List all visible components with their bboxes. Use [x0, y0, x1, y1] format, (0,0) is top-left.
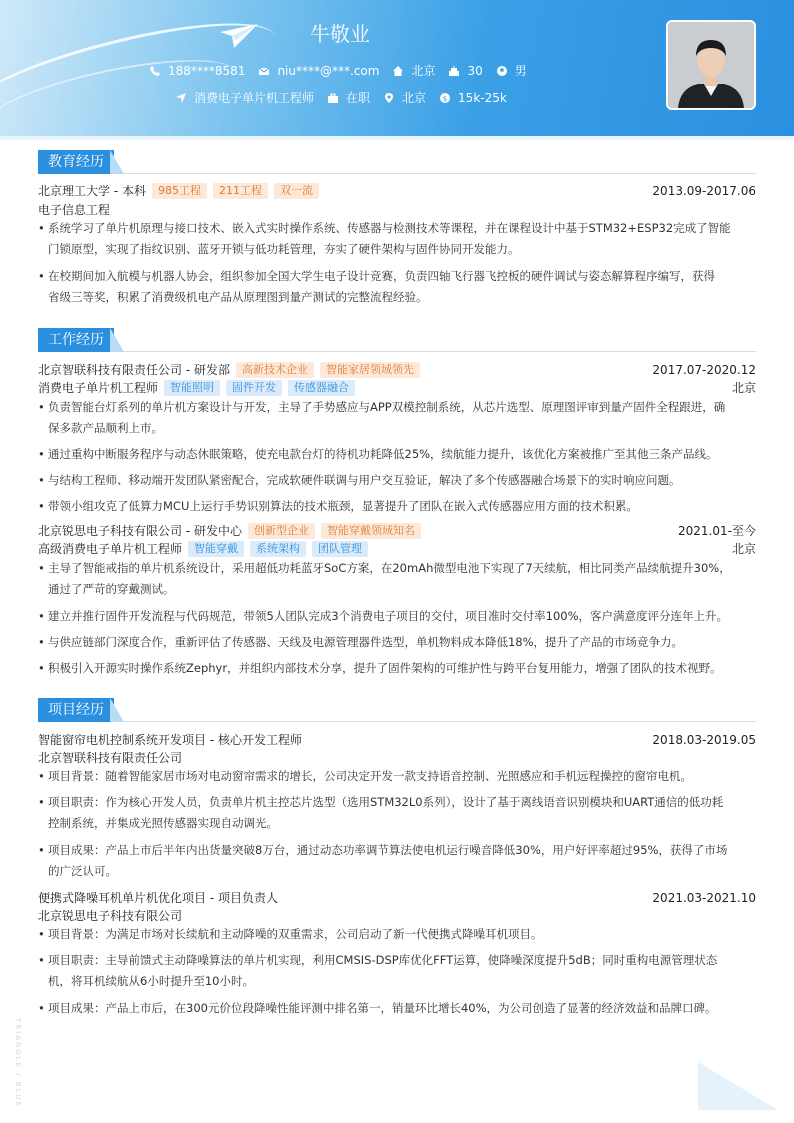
work-header-row — [38, 522, 756, 539]
work-period: 2017.07-2020.12 — [652, 362, 756, 377]
work-bullet: • 与结构工程师、移动端开发团队紧密配合，完成软硬件联调与用户交互验证，解决了多个传感器融合场景下的实时响应问题。 — [38, 470, 756, 491]
education-period: 2013.09-2017.06 — [652, 183, 756, 198]
education-header-row — [38, 182, 756, 199]
work-bullet: • 负责智能台灯系列的单片机方案设计与开发，主导了手势感应与APP双模控制系统，从芯片选型、原理图评审到量产固件全程跟进，确 保多款产品顺利上市。 — [38, 397, 756, 439]
major: 电子信息工程 — [38, 203, 111, 217]
section-tag-tail — [110, 698, 124, 722]
watermark-text: TRIANGLE / BLUE — [14, 1018, 22, 1108]
project-company: 北京智联科技有限责任公司 — [38, 751, 183, 765]
skill-badge: 传感器融合 — [288, 380, 355, 396]
contact-row — [150, 62, 541, 79]
work-location: 北京 — [731, 381, 756, 395]
work-location: 北京 — [731, 542, 756, 556]
school-name: 北京理工大学 - 本科 — [38, 184, 146, 198]
work-header-row — [38, 361, 756, 378]
header-bottom-line — [0, 136, 794, 140]
work-bullet: • 与供应链部门深度合作，重新评估了传感器、天线及电源管理器件选型，单机物料成本降低18%，提升了产品的市场竞争力。 — [38, 632, 756, 653]
phone-info — [150, 64, 245, 78]
home-icon — [393, 66, 403, 76]
project-company-row — [38, 749, 756, 766]
section-tag-tail — [110, 150, 124, 174]
school-badge: 双一流 — [274, 183, 319, 199]
section-title: 项目经历 — [38, 698, 114, 722]
candidate-name: 牛敬业 — [310, 22, 370, 46]
paper-plane-icon — [220, 22, 260, 48]
work-bullet: • 积极引入开源实时操作系统Zephyr，并组织内部技术分享，提升了固件架构的可维护性与跨平台复用能力，增强了团队的技术视野。 — [38, 658, 756, 679]
section-tag-tail — [110, 328, 124, 352]
project-company: 北京锐思电子科技有限公司 — [38, 909, 183, 923]
age-icon — [449, 66, 459, 76]
work-title-row — [38, 379, 756, 396]
project-bullet: • 项目职责：主导前馈式主动降噪算法的单片机实现，利用CMSIS-DSP库优化FFT运算，使降噪深度提升5dB；同时重构电源管理状态 机，将耳机续航从6小时提升至10小时。 — [38, 950, 756, 992]
project-bullet: • 项目成果：产品上市后半年内出货量突破8万台，通过动态功率调节算法使电机运行噪音降低30%，用户好评率超过95%，获得了市场 的广泛认可。 — [38, 840, 756, 882]
school-badge: 985工程 — [152, 183, 207, 199]
salary-text: 15k-25k — [458, 90, 507, 105]
job-title: 高级消费电子单片机工程师 — [38, 542, 183, 556]
section-title: 工作经历 — [38, 328, 114, 352]
work-title-row — [38, 540, 756, 557]
phone-text: 188****8581 — [168, 63, 246, 78]
phone-icon — [150, 66, 160, 76]
project-bullet: • 项目背景：为满足市场对长续航和主动降噪的双重需求，公司启动了新一代便携式降噪耳机项目。 — [38, 924, 756, 945]
school-badge: 211工程 — [213, 183, 268, 199]
age-text: 30 — [467, 63, 483, 78]
section-work — [38, 328, 756, 352]
company-badge: 智能家居领域领先 — [320, 362, 420, 378]
project-bullet: • 项目职责：作为核心开发人员，负责单片机主控芯片选型（选用STM32L0系列），设计了基于离线语音识别模块和UART通信的低功耗 控制系统，并集成光照传感器实现自动调光。 — [38, 792, 756, 834]
job-intent-row — [176, 89, 521, 106]
education-bullet: • 在校期间加入航模与机器人协会，组织参加全国大学生电子设计竞赛，负责四轴飞行器飞控板的硬件调试与姿态解算程序编写，获得 省级三等奖，积累了消费级机电产品从原理图到量产测试的完整流程经验。 — [38, 266, 756, 308]
gender-text: 男 — [514, 64, 527, 78]
briefcase-icon — [328, 93, 338, 103]
company-badge: 高新技术企业 — [236, 362, 314, 378]
work-bullet: • 通过重构中断服务程序与动态休眠策略，使充电款台灯的待机功耗降低25%，续航能力提升，该优化方案被推广至其他三条产品线。 — [38, 444, 756, 465]
decor-triangle — [698, 1062, 778, 1110]
mail-icon — [259, 66, 269, 76]
company-badge: 创新型企业 — [248, 523, 315, 539]
project-period: 2018.03-2019.05 — [652, 732, 756, 747]
project-period: 2021.03-2021.10 — [652, 890, 756, 905]
job-target-text: 消费电子单片机工程师 — [194, 91, 315, 105]
company-name: 北京智联科技有限责任公司 - 研发部 — [38, 363, 230, 377]
work-bullet: • 主导了智能戒指的单片机系统设计，采用超低功耗蓝牙SoC方案，在20mAh微型电池下实现了7天续航，相比同类产品续航提升30%， 通过了严苛的穿戴测试。 — [38, 558, 756, 600]
section-title: 教育经历 — [38, 150, 114, 174]
portrait-image — [668, 22, 754, 108]
status-text: 在职 — [346, 91, 371, 105]
section-project — [38, 698, 756, 722]
city-info — [393, 62, 435, 79]
job-title: 消费电子单片机工程师 — [38, 381, 159, 395]
project-bullet: • 项目背景：随着智能家居市场对电动窗帘需求的增长，公司决定开发一款支持语音控制、光照感应和手机远程操控的窗帘电机。 — [38, 766, 756, 787]
resume-header — [0, 0, 794, 140]
education-major-row — [38, 201, 756, 218]
send-icon — [176, 93, 186, 103]
project-header-row — [38, 731, 756, 748]
email-info — [259, 64, 379, 78]
job-target-info — [176, 89, 314, 106]
gender-info — [497, 62, 527, 79]
skill-badge: 系统架构 — [250, 541, 306, 557]
skill-badge: 智能照明 — [164, 380, 220, 396]
work-period: 2021.01-至今 — [678, 524, 756, 538]
work-bullet: • 带领小组攻克了低算力MCU上运行手势识别算法的技术瓶颈，显著提升了团队在嵌入式传感器应用方面的技术积累。 — [38, 496, 756, 517]
section-education — [38, 150, 756, 174]
location-icon — [384, 93, 394, 103]
company-name: 北京锐思电子科技有限公司 - 研发中心 — [38, 524, 242, 538]
age-info — [449, 64, 482, 78]
email-text: niu****@***.com — [277, 63, 380, 78]
project-bullet: • 项目成果：产品上市后，在300元价位段降噪性能评测中排名第一，销量环比增长40%，为公司创造了显著的经济效益和品牌口碑。 — [38, 998, 756, 1019]
project-name: 便携式降噪耳机单片机优化项目 - 项目负责人 — [38, 891, 278, 905]
skill-badge: 智能穿戴 — [188, 541, 244, 557]
status-info — [328, 89, 370, 106]
svg-text:$: $ — [442, 94, 448, 103]
work-bullet: • 建立并推行固件开发流程与代码规范，带领5人团队完成3个消费电子项目的交付，项目准时交付率100%，客户满意度评分连年上升。 — [38, 606, 756, 627]
skill-badge: 固件开发 — [226, 380, 282, 396]
salary-info — [440, 91, 507, 105]
target-city-info — [384, 89, 426, 106]
gender-icon — [497, 66, 507, 76]
project-name: 智能窗帘电机控制系统开发项目 - 核心开发工程师 — [38, 733, 302, 747]
salary-icon — [440, 93, 450, 103]
project-company-row — [38, 907, 756, 924]
skill-badge: 团队管理 — [312, 541, 368, 557]
target-city-text: 北京 — [402, 91, 427, 105]
project-header-row — [38, 889, 756, 906]
company-badge: 智能穿戴领域知名 — [321, 523, 421, 539]
city-text: 北京 — [411, 64, 436, 78]
avatar — [666, 20, 756, 110]
education-bullet: • 系统学习了单片机原理与接口技术、嵌入式实时操作系统、传感器与检测技术等课程，并在课程设计中基于STM32+ESP32完成了智能 门锁原型，实现了指纹识别、蓝牙开锁与低功耗管理，夯实了硬件架构与固件协同开发能力。 — [38, 218, 756, 260]
